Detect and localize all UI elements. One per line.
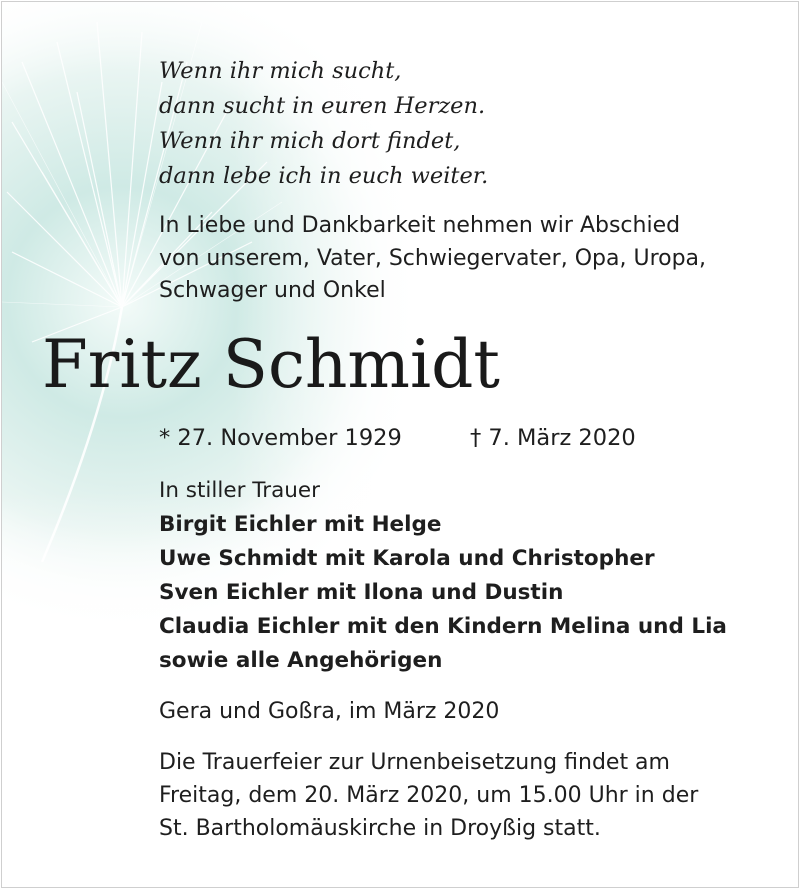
poem-line: dann sucht in euren Herzen. [159, 93, 486, 119]
service-line: Die Trauerfeier zur Urnenbeisetzung findet am [159, 750, 670, 775]
funeral-service-info [159, 746, 698, 845]
mourner-name: Uwe Schmidt mit Karola und Christopher [159, 546, 655, 571]
service-line: St. Bartholomäuskirche in Droyßig statt. [159, 816, 601, 841]
intro-line: Schwager und Onkel [159, 278, 386, 303]
intro-line: von unserem, Vater, Schwiegervater, Opa, Uropa, [159, 245, 707, 271]
poem-line: dann lebe ich in euch weiter. [159, 163, 489, 189]
birth-date: * 27. November 1929 [159, 425, 402, 451]
mourners-block [159, 474, 727, 678]
mourner-name: Birgit Eichler mit Helge [159, 512, 442, 537]
place-and-date: Gera und Goßra, im März 2020 [159, 699, 500, 724]
poem-line: Wenn ihr mich dort findet, [159, 128, 461, 154]
poem [159, 54, 488, 194]
obituary-card [1, 1, 799, 888]
mourning-label: In stiller Trauer [159, 478, 320, 503]
death-date: † 7. März 2020 [470, 425, 636, 451]
farewell-intro [159, 210, 706, 308]
mourner-name: Claudia Eichler mit den Kindern Melina und Lia [159, 614, 727, 639]
mourner-name: Sven Eichler mit Ilona und Dustin [159, 580, 564, 605]
service-line: Freitag, dem 20. März 2020, um 15.00 Uhr in der [159, 783, 699, 808]
life-dates [159, 422, 636, 454]
poem-line: Wenn ihr mich sucht, [159, 58, 402, 84]
mourner-name: sowie alle Angehörigen [159, 648, 443, 673]
deceased-name: Fritz Schmidt [42, 326, 500, 403]
intro-line: In Liebe und Dankbarkeit nehmen wir Abschied [159, 213, 681, 238]
